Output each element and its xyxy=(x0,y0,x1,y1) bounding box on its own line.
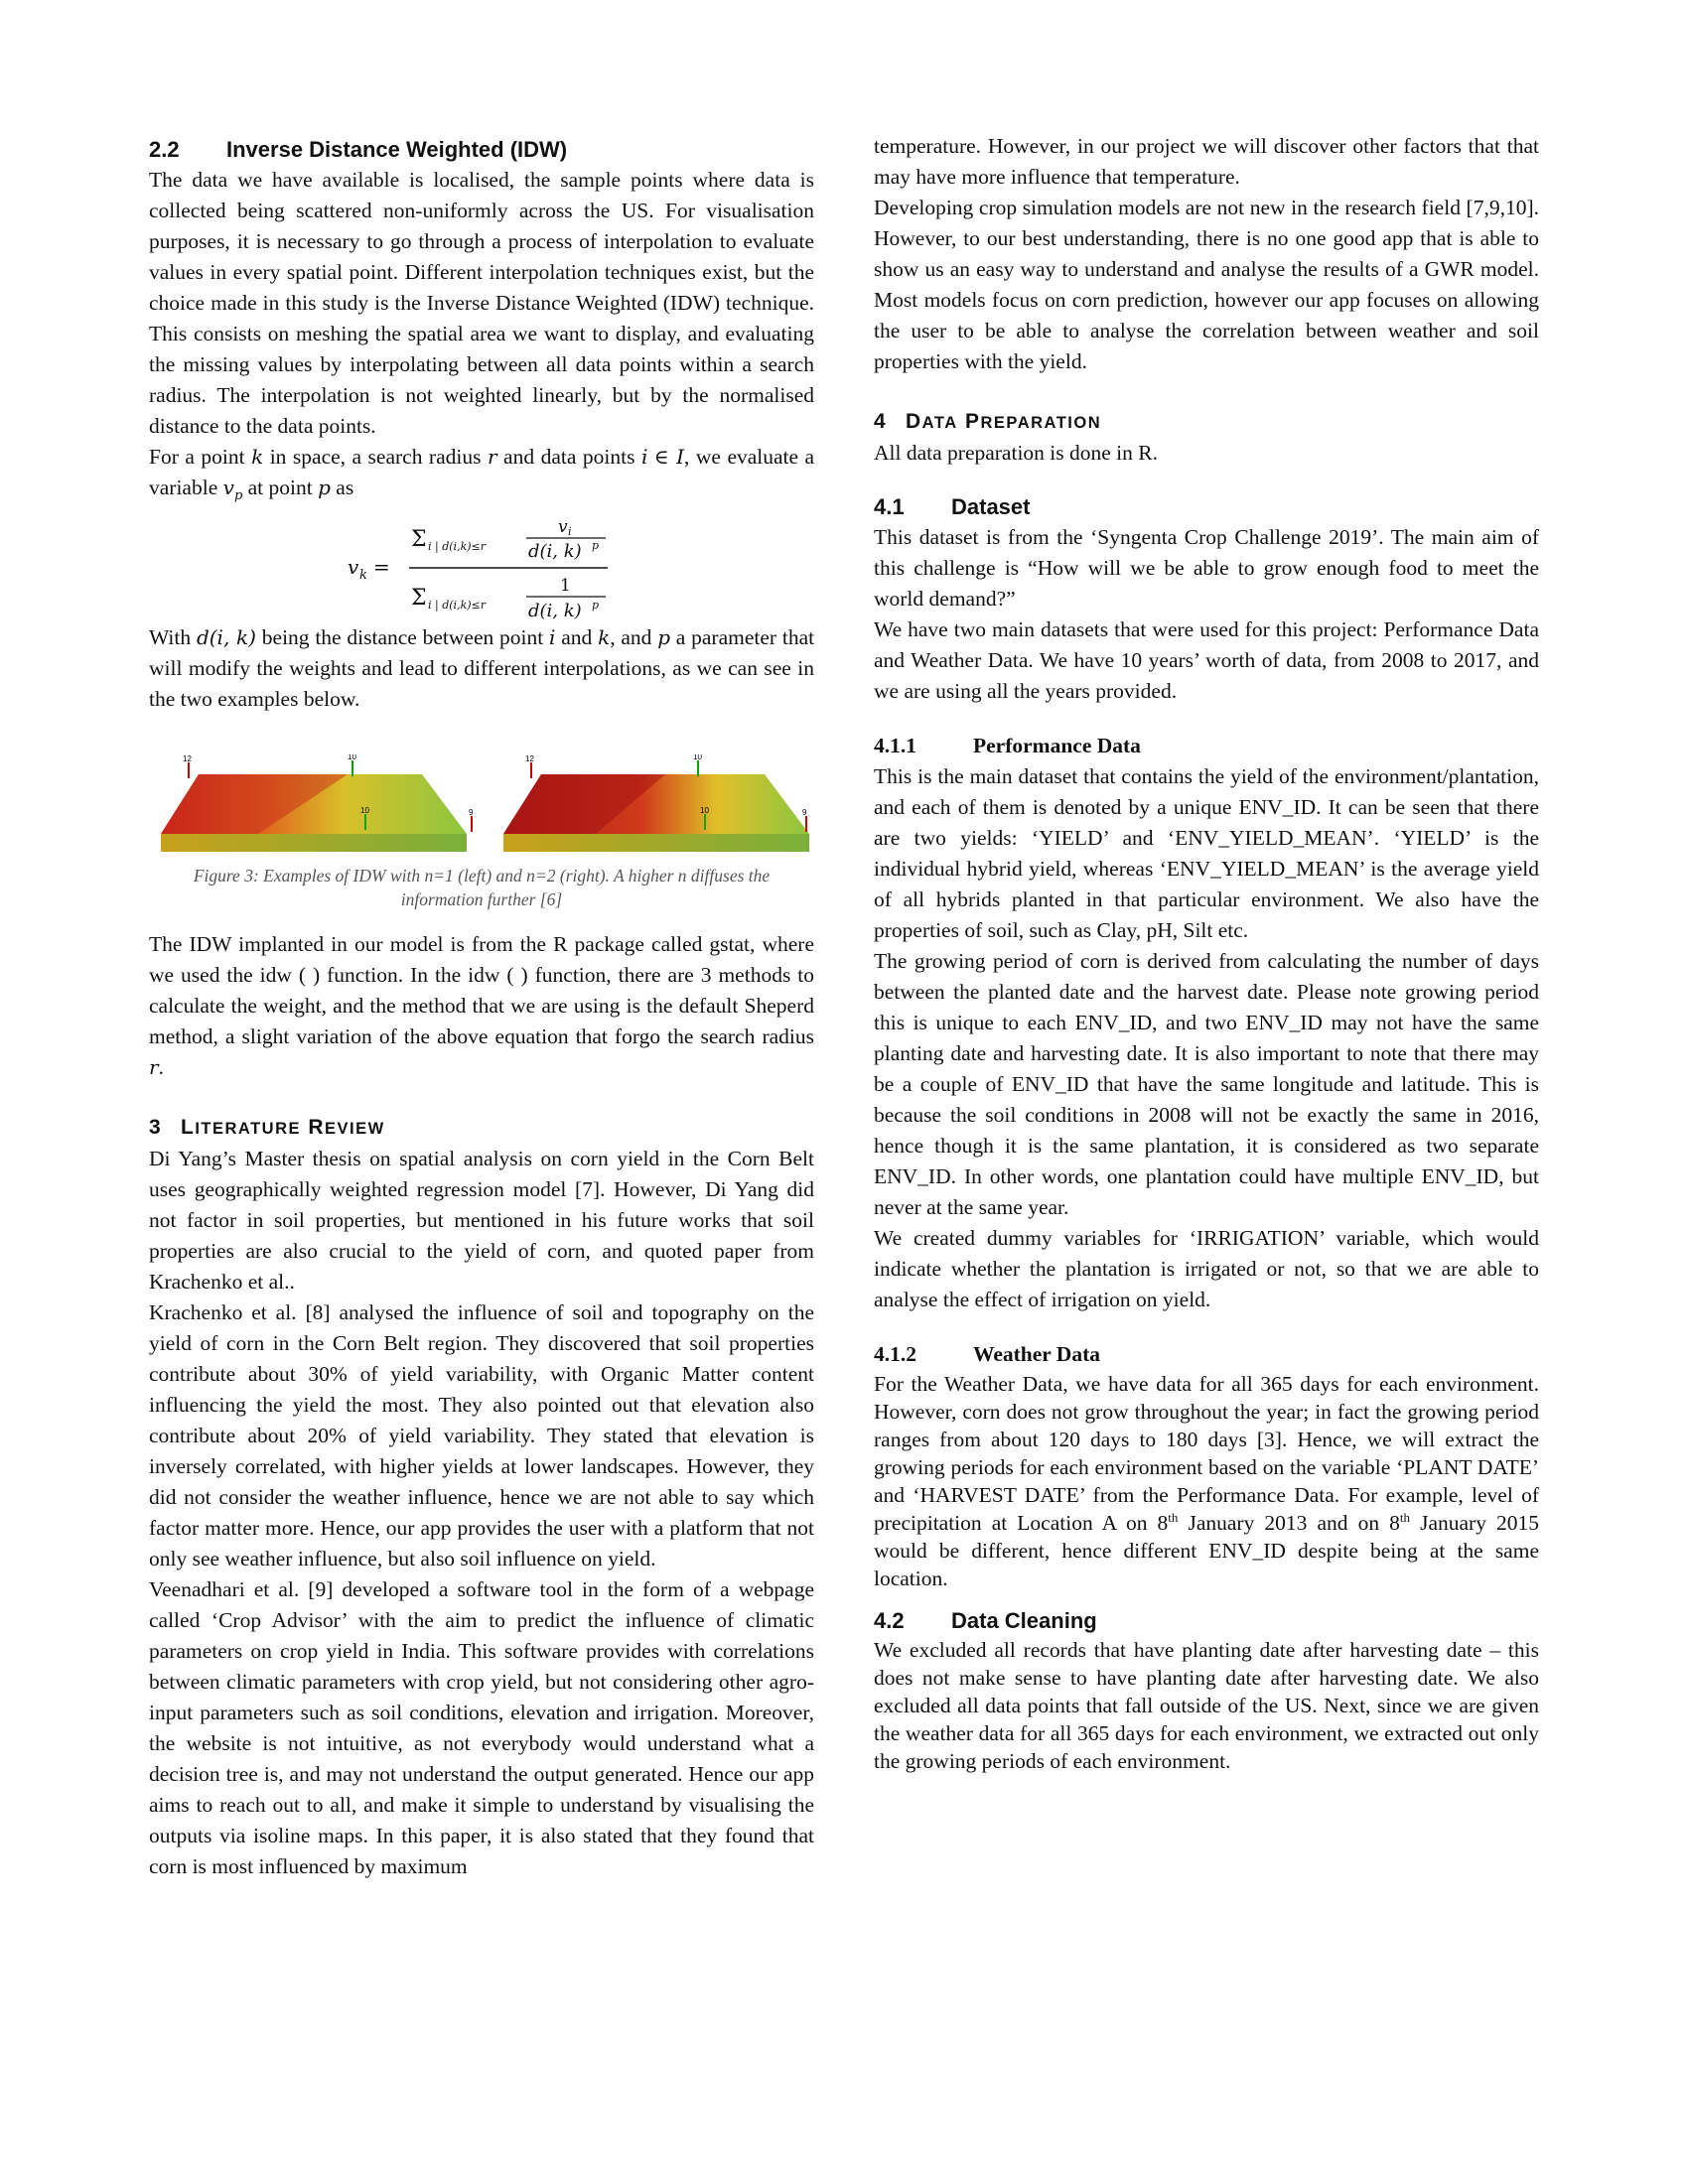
idw-paragraph-1: The data we have available is localised, the sample points where data is collected being scattered non-uniformly across the US. For visualisation purposes, it is necessary to go through a process of interpolation to evaluate values in every spatial point. Different interpolation techniques exist, but the choice made in this study is the Inverse Distance Weighted (IDW) technique. This consists on meshing the spatial area we want to display, and evaluating the missing values by interpolating between all data points within a search radius. The interpolation is not weighted linearly, but by the normalised distance to the data points. xyxy=(149,168,814,438)
section-4-1-1-heading: 4.1.1 Performance Data xyxy=(874,734,1141,757)
section-4-2-heading: 4.2 Data Cleaning xyxy=(874,1608,1097,1633)
idw-paragraph-4: The IDW implanted in our model is from the R package called gstat, where we used the idw ( ) function. In the idw ( ) function, there are 3 methods to calculate the weight, and the method that we are using is the default Sheperd method, a slight variation of the above equation that forgo the search radius r. xyxy=(149,932,814,1079)
svg-text:12: 12 xyxy=(525,754,534,763)
svg-text:p: p xyxy=(592,599,600,612)
lit-paragraph-3: Veenadhari et al. [9] developed a software tool in the form of a webpage called ‘Crop Advisor’ with the aim to predict the influence of climatic parameters on crop yield in India. This software provides with correlations between climatic parameters with crop yield, but not considering other agro-input parameters such as soil conditions, elevation and irrigation. Moreover, the website is not intuitive, as not everybody would understand what a decision tree is, and may not understand the output generated. Hence our app aims to reach out to all, and make it simple to understand by visualising the outputs via isoline maps. In this paper, it is also stated that they found that corn is most influenced by maximum xyxy=(149,1577,814,1878)
svg-text:d(i, k): d(i, k) xyxy=(528,541,582,562)
idw-left-surface xyxy=(161,754,474,852)
section-4-1-heading: 4.1 Dataset xyxy=(874,494,1031,519)
figure-3 xyxy=(149,754,814,909)
svg-text:9: 9 xyxy=(802,808,807,817)
svg-text:i | d(i,k)≤r: i | d(i,k)≤r xyxy=(428,540,486,553)
lit-paragraph-5: Developing crop simulation models are not new in the research field [7,9,10]. However, to our best understanding, there is no one good app that is able to show us an easy way to understand and analyse the results of a GWR model. Most models focus on corn prediction, however our app focuses on allowing the user to be able to analyse the correlation between weather and soil properties with the yield. xyxy=(874,196,1539,373)
idw-formula xyxy=(149,511,814,622)
cleaning-paragraph-1: We excluded all records that have planting date after harvesting date – this does not make sense to have planting date after harvesting date. We also excluded all data points that fall outside of the US. Next, since we are given the weather data for all 365 days for each environment, we extracted out only the growing periods of each environment. xyxy=(874,1638,1539,1773)
svg-text:v: v xyxy=(558,517,568,537)
svg-text:10: 10 xyxy=(360,806,369,815)
lit-paragraph-2: Krachenko et al. [8] analysed the influence of soil and topography on the yield of corn in the Corn Belt region. They discovered that soil properties contribute about 30% of yield variability, with Organic Matter content influencing the yield the most. They also pointed out that elevation also contribute about 20% of yield variability. They stated that elevation is inversely correlated, with higher yields at lower landscapes. However, they did not consider the weather influence, hence we are not able to say which factor matter more. Hence, our app provides the user with a platform that not only see weather influence, but also soil influence on yield. xyxy=(149,1300,814,1570)
section-2-2-heading: 2.2 Inverse Distance Weighted (IDW) xyxy=(149,137,568,162)
svg-text:Σ: Σ xyxy=(411,586,427,611)
left-column xyxy=(149,135,814,1882)
svg-text:p: p xyxy=(592,539,600,552)
performance-paragraph-2: The growing period of corn is derived from calculating the number of days between the planted date and the harvest date. Please note growing period this is unique to each ENV_ID, and two ENV_ID may not have the same planting date and harvesting date. It is also important to note that there may be a couple of ENV_ID that have the same longitude and latitude. This is because the soil conditions in 2008 will not be exactly the same in 2016, hence though it is the same plantation, it is considered as two separate ENV_ID. In other words, one plantation could have multiple ENV_ID, but never at the same year. xyxy=(874,949,1539,1219)
svg-text:10: 10 xyxy=(693,754,702,761)
dataset-paragraph-2: We have two main datasets that were used for this project: Performance Data and Weather Data. We have 10 years’ worth of data, from 2008 to 2017, and we are using all the years provided. xyxy=(874,617,1539,703)
section-3-heading: 3 LITERATURE REVIEW xyxy=(149,1116,385,1139)
prep-paragraph-1: All data preparation is done in R. xyxy=(874,441,1158,465)
idw-formula-svg xyxy=(149,511,814,622)
idw-examples-image xyxy=(149,754,814,859)
svg-text:12: 12 xyxy=(183,754,192,763)
idw-paragraph-3: With d(i, k) being the distance between point i and k, and p a parameter that will modify the weights and lead to different interpolations, as we can see in the two examples below. xyxy=(149,625,815,711)
svg-text:i | d(i,k)≤r: i | d(i,k)≤r xyxy=(428,599,486,612)
dataset-paragraph-1: This dataset is from the ‘Syngenta Crop Challenge 2019’. The main aim of this challenge is “How will we be able to grow enough food to meet the world demand?” xyxy=(874,525,1539,611)
figure-3-caption: Figure 3: Examples of IDW with n=1 (left) and n=2 (right). A higher n diffuses the information further [6] xyxy=(193,866,771,909)
svg-text:=: = xyxy=(373,555,390,579)
lit-paragraph-4: temperature. However, in our project we will discover other factors that that may have more influence that temperature. xyxy=(874,134,1539,189)
svg-text:9: 9 xyxy=(469,808,474,817)
idw-paragraph-2: For a point k in space, a search radius r and data points i ∈ I, we evaluate a variable $v_p$ at point p as xyxy=(149,445,815,503)
performance-paragraph-3: We created dummy variables for ‘IRRIGATION’ variable, which would indicate whether the plantation is irrigated or not, so that we are able to analyse the effect of irrigation on yield. xyxy=(874,1226,1539,1311)
svg-text:Σ: Σ xyxy=(411,527,427,552)
right-column xyxy=(874,131,1539,1775)
section-4-heading: 4 DATA PREPARATION xyxy=(874,410,1102,433)
svg-text:1: 1 xyxy=(560,576,571,596)
idw-right-surface xyxy=(503,754,809,852)
svg-text:k: k xyxy=(359,568,367,583)
lit-paragraph-1: Di Yang’s Master thesis on spatial analysis on corn yield in the Corn Belt uses geographically weighted regression model [7]. However, Di Yang did not factor in soil properties, but mentioned in his future works that soil properties are also crucial to the yield of corn, and quoted paper from Krachenko et al.. xyxy=(149,1147,814,1294)
svg-text:i: i xyxy=(568,525,572,538)
svg-text:10: 10 xyxy=(700,806,709,815)
weather-paragraph-1: For the Weather Data, we have data for all 365 days for each environment. However, corn does not grow throughout the year; in fact the growing period ranges from about 120 days to 180 days [3]. Hence, we will extract the growing periods for each environment based on the variable ‘PLANT DATE’ and ‘HARVEST DATE’ from the Performance Data. For example, level of precipitation at Location A on 8th January 2013 and on 8th January 2015 would be different, hence different ENV_ID despite being at the same location. xyxy=(874,1372,1539,1590)
svg-text:10: 10 xyxy=(348,754,356,761)
section-4-1-2-heading: 4.1.2 Weather Data xyxy=(874,1342,1100,1366)
performance-paragraph-1: This is the main dataset that contains the yield of the environment/plantation, and each of them is denoted by a unique ENV_ID. It can be seen that there are two yields: ‘YIELD’ and ‘ENV_YIELD_MEAN’. ‘YIELD’ is the individual hybrid yield, whereas ‘ENV_YIELD_MEAN’ is the average yield of all hybrids planted in that particular environment. We also have the properties of soil, such as Clay, pH, Silt etc. xyxy=(874,764,1539,942)
svg-text:d(i, k): d(i, k) xyxy=(528,601,582,621)
svg-text:v: v xyxy=(348,555,359,579)
